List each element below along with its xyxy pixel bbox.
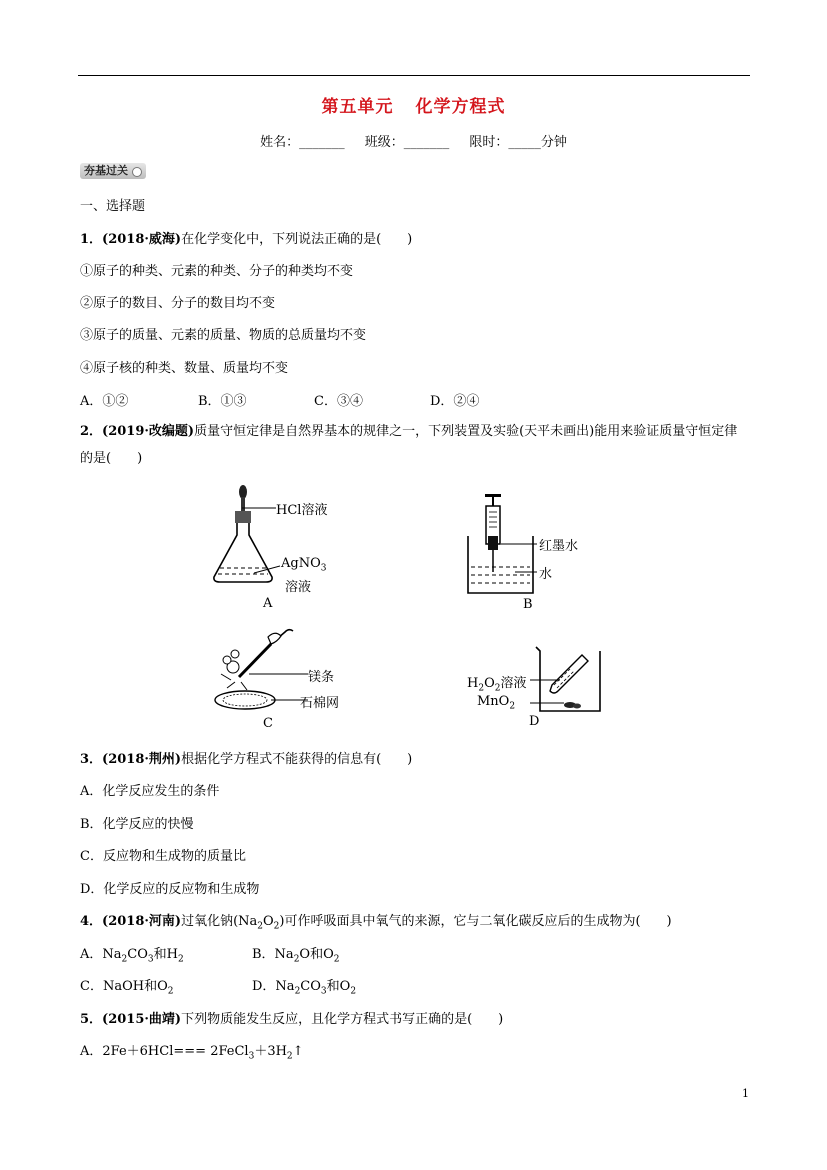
- header-rule: [78, 75, 750, 76]
- figure-c-mg-label: 镁条: [308, 670, 335, 685]
- figure-b-beaker: [465, 492, 537, 597]
- figure-d-beaker: [530, 645, 602, 713]
- option-d[interactable]: D．$Na_2CO_3$和$O_2$: [252, 979, 357, 997]
- question-3-stem: 3．(2018·荆州)根据化学方程式不能获得的信息有( ): [80, 752, 413, 767]
- page-number: 1: [742, 1087, 749, 1100]
- figure-b-ink-label: 红墨水: [539, 539, 579, 554]
- option-b[interactable]: B．$Na_2O$和$O_2$: [252, 947, 340, 965]
- option-d[interactable]: D．化学反应的反应物和生成物: [80, 882, 260, 897]
- option-c[interactable]: C．反应物和生成物的质量比: [80, 849, 246, 864]
- gas-arrow-icon: ↑: [292, 1044, 304, 1059]
- question-1-statement: ①原子的种类、元素的种类、分子的种类均不变: [80, 264, 354, 279]
- figure-a-leader-lines: [240, 498, 280, 578]
- section-heading: 一、选择题: [80, 199, 146, 214]
- title-unit: 第五单元: [321, 97, 394, 117]
- question-1-statement: ②原子的数目、分子的数目均不变: [80, 296, 276, 311]
- question-4-options-row1: [80, 943, 339, 965]
- name-field[interactable]: 姓名：_______: [260, 135, 345, 150]
- figure-c-gauze-label: 石棉网: [300, 696, 340, 711]
- figure-c-magnesium: [213, 622, 308, 714]
- question-5-stem: 5．(2015·曲靖)下列物质能发生反应，且化学方程式书写正确的是( ): [80, 1012, 504, 1027]
- question-4-options-row2: [80, 975, 356, 997]
- question-2-stem: 2．(2019·改编题)质量守恒定律是自然界基本的规律之一，下列装置及实验(天平未画出)能用来验证质量守恒定律的是( ): [80, 424, 738, 466]
- section-badge-label: 夯基过关: [84, 164, 128, 177]
- option-d[interactable]: D．②④: [430, 394, 480, 409]
- question-1-statement: ④原子核的种类、数量、质量均不变: [80, 361, 289, 376]
- option-a[interactable]: A．$Na_2CO_3$和$H_2$: [80, 947, 184, 965]
- question-1-options: [80, 390, 479, 409]
- option-a[interactable]: A．$2Fe+6HCl=== 2FeCl_3+3H_2↑$: [80, 1044, 304, 1062]
- figure-a-letter: A: [263, 596, 273, 611]
- figure-a-hcl-label: HCl溶液: [276, 503, 328, 518]
- figure-b-letter: B: [523, 597, 533, 612]
- figure-d-letter: D: [529, 714, 540, 729]
- figure-d-mno2-label: MnO$_2$: [477, 694, 516, 712]
- question-1-statement: ③原子的质量、元素的质量、物质的总质量均不变: [80, 328, 367, 343]
- equals-sign: ===: [173, 1044, 207, 1059]
- figure-d-h2o2-label: $H_2O_2$溶液: [467, 676, 527, 694]
- time-field[interactable]: 限时：_____分钟: [469, 135, 567, 150]
- option-b[interactable]: B．化学反应的快慢: [80, 817, 194, 832]
- question-1-stem: 1．(2018·威海)在化学变化中，下列说法正确的是( ): [80, 232, 413, 247]
- figure-a-agno3-label: AgNO$_3$: [281, 556, 327, 574]
- title-topic: 化学方程式: [415, 97, 506, 117]
- figure-b-water-label: 水: [539, 567, 553, 582]
- badge-dot-icon: [132, 167, 142, 177]
- option-c[interactable]: C．③④: [314, 394, 363, 409]
- section-badge: [80, 163, 146, 179]
- question-4-stem: 4．(2018·河南)过氧化钠$(Na_2O_2)$可作呼吸面具中氧气的来源，它与二氧化碳反应后的生成物为( ): [80, 914, 672, 932]
- option-c[interactable]: C．NaOH和$O_2$: [80, 979, 174, 997]
- figure-a-solution-label: 溶液: [285, 580, 312, 595]
- option-b[interactable]: B．①③: [198, 394, 247, 409]
- class-field[interactable]: 班级：_______: [364, 135, 450, 150]
- student-info: [0, 131, 827, 150]
- option-a[interactable]: A．化学反应发生的条件: [80, 784, 220, 799]
- figure-c-letter: C: [263, 716, 273, 731]
- page-title: [0, 92, 827, 117]
- option-a[interactable]: A．①②: [80, 394, 129, 409]
